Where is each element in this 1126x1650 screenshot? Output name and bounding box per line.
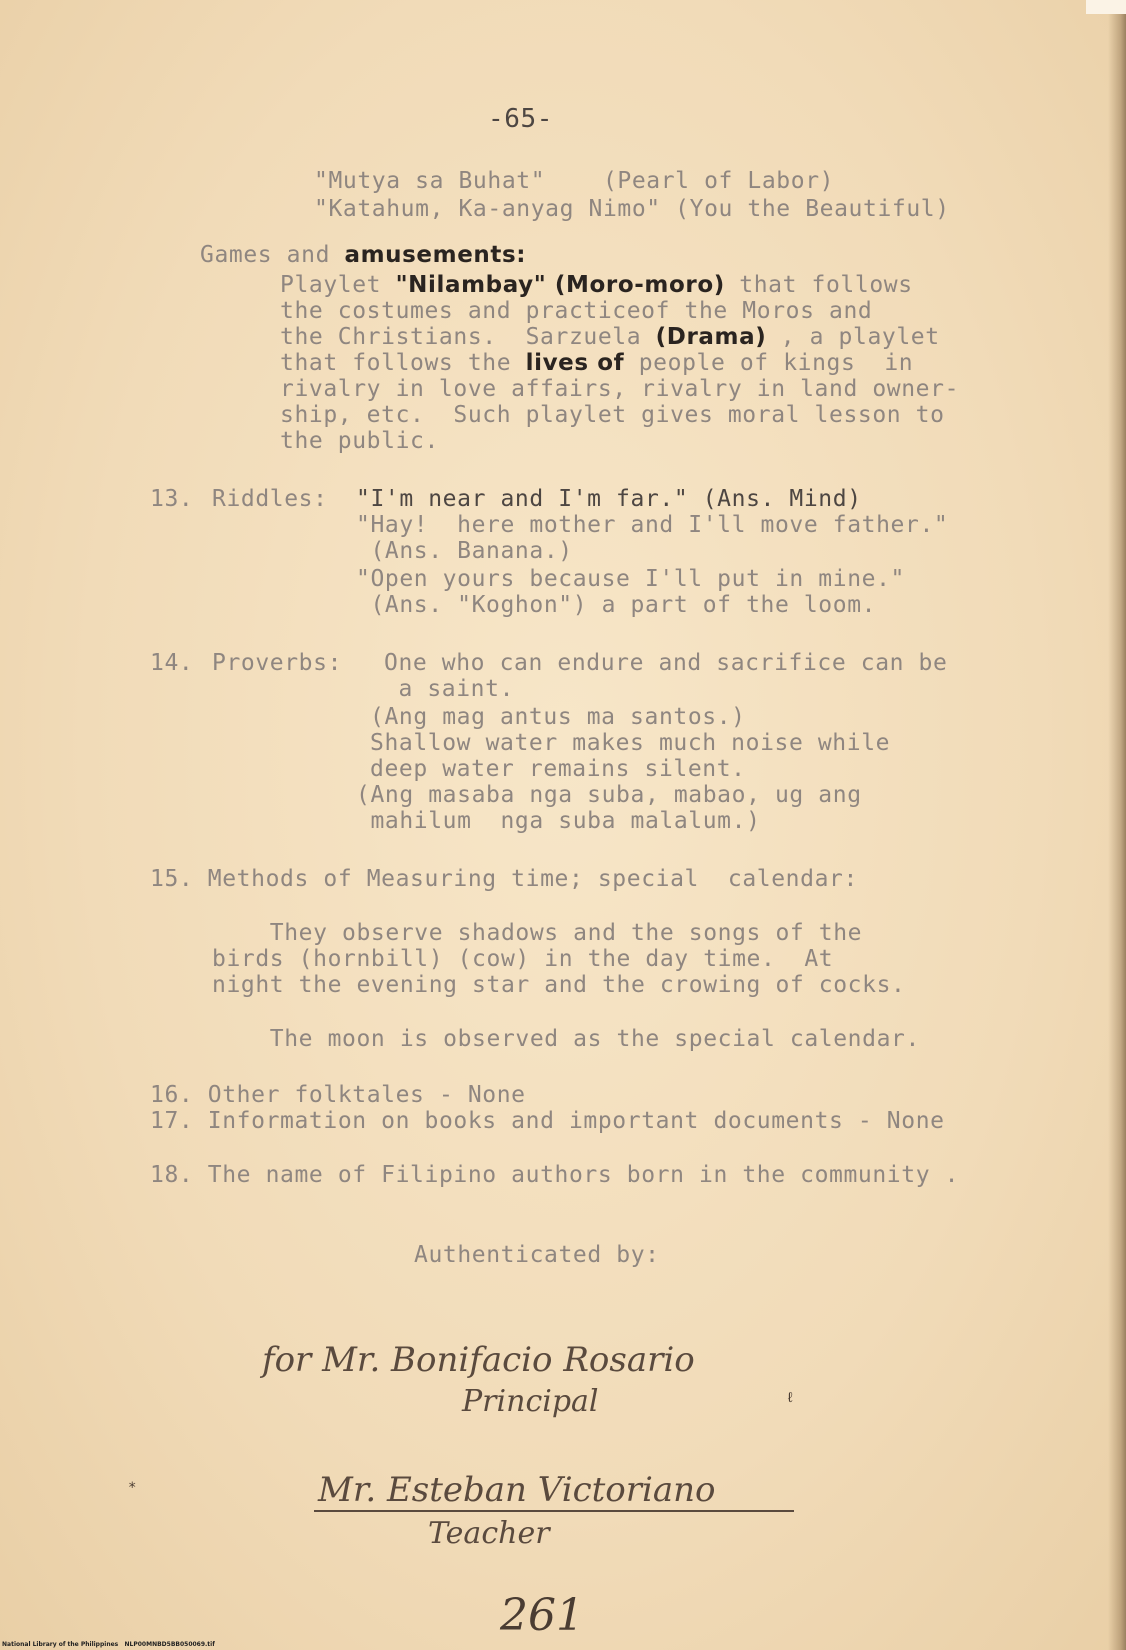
riddle-line: (Ans. Banana.) [356,538,573,564]
games-line-text: ship, etc. Such playlet gives moral lesson to [280,402,945,428]
riddle-line: (Ans. "Koghon") a part of the loom. [356,592,877,618]
games-line [280,350,913,376]
riddles-label: Riddles: [212,486,328,512]
methods-line: birds (hornbill) (cow) in the day time. At [212,946,834,972]
games-label: Games and [200,242,345,268]
games-line-text: rivalry in love affairs, rivalry in land owner- [280,376,960,402]
games-line-text: the costumes and practiceof the Moros and [280,298,873,324]
riddle-line: "I'm near and I'm far." (Ans. Mind) [356,486,862,512]
riddle-line: "Open yours because I'll put in mine." [356,566,905,592]
page-number: -65- [488,104,554,134]
signature-flourish: ℓ [786,1390,795,1406]
games-line-pen: "Nilambay" (Moro-moro) [395,272,725,298]
signature-underline [314,1510,794,1512]
games-line [280,324,940,350]
games-line [280,402,945,428]
proverb-line: mahilum nga suba malalum.) [356,808,761,834]
games-line-text: people of kings in [624,350,914,376]
proverbs-number: 14. [150,650,194,676]
games-line-text: that follows the [280,350,526,376]
item-16: 16. Other folktales - None [150,1082,526,1108]
games-line-text: the Christians. Sarzuela [280,324,656,350]
item-17: 17. Information on books and important documents - None [150,1108,945,1134]
handwritten-page-mark: 261 [500,1590,584,1641]
games-line [280,272,913,298]
teacher-title: Teacher [428,1516,550,1551]
games-line-text: the public. [280,428,439,454]
methods-line: They observe shadows and the songs of the [212,920,863,946]
games-line [280,376,959,402]
archive-footer: National Library of the Philippines NLP00MNBD5BB050069.tif [2,1641,215,1648]
games-line-pen: lives of [525,350,625,376]
authenticated-by: Authenticated by: [414,1242,660,1268]
item-18: 18. The name of Filipino authors born in the community . [150,1162,960,1188]
proverb-line: (Ang mag antus ma santos.) [370,704,746,730]
methods-heading: 15. Methods of Measuring time; special calendar: [150,866,858,892]
games-line-text: , a playlet [766,324,940,350]
games-label-handwritten: amusements: [344,242,527,268]
riddles-number: 13. [150,486,194,512]
margin-mark: * [128,1480,137,1496]
song-line-2: "Katahum, Ka-anyag Nimo" (You the Beautiful) [314,196,950,222]
proverb-line: One who can endure and sacrifice can be [384,650,948,676]
games-line [280,428,439,454]
methods-calendar-line: The moon is observed as the special calendar. [212,1026,920,1052]
proverb-line: a saint. [384,676,515,702]
games-line-text: that follows [724,272,913,298]
proverbs-label: Proverbs: [212,650,343,676]
methods-line: night the evening star and the crowing of cocks. [212,972,906,998]
principal-signature: for Mr. Bonifacio Rosario [262,1340,695,1380]
proverb-line: Shallow water makes much noise while [370,730,891,756]
games-heading [200,242,526,268]
proverb-line: deep water remains silent. [370,756,746,782]
games-line-pen: (Drama) [655,324,767,350]
games-line [280,298,872,324]
principal-title: Principal [462,1384,599,1419]
games-line-text: Playlet [280,272,396,298]
song-line-1: "Mutya sa Buhat" (Pearl of Labor) [314,168,835,194]
riddle-line: "Hay! here mother and I'll move father." [356,512,949,538]
proverb-line: (Ang masaba nga suba, mabao, ug ang [356,782,862,808]
teacher-signature: Mr. Esteban Victoriano [318,1470,716,1510]
